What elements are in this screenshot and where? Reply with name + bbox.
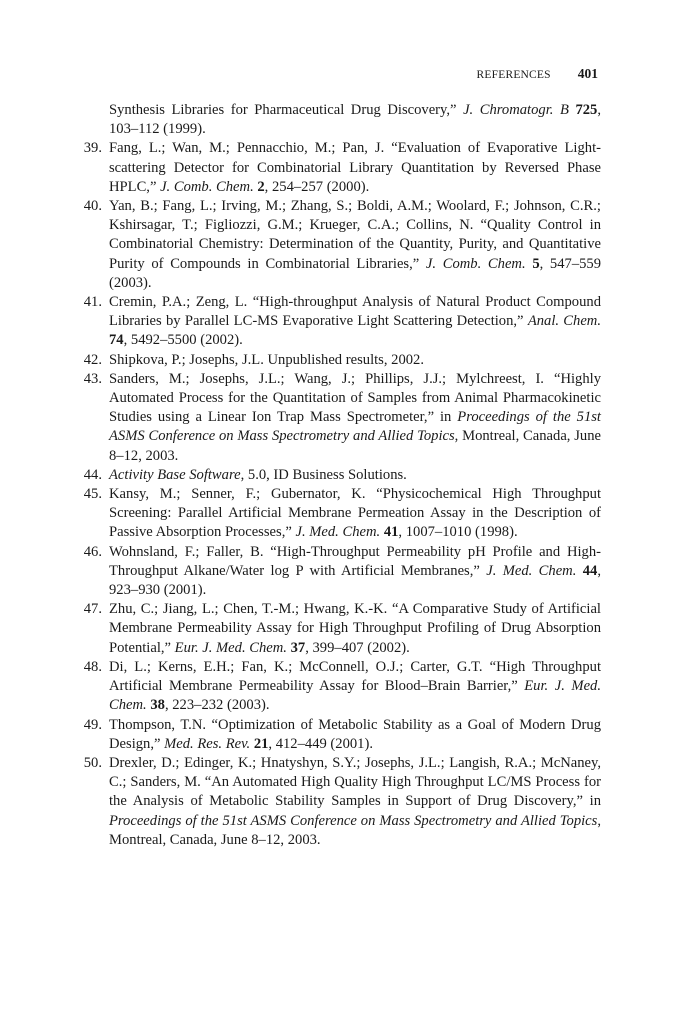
reference-item: [80, 351, 601, 370]
reference-list: [80, 101, 601, 850]
reference-number: 46.: [83, 543, 102, 560]
reference-item: [80, 754, 601, 850]
reference-volume: 74: [109, 332, 124, 349]
reference-volume: 44: [582, 562, 598, 579]
reference-text-segment: , 412–449 (2001).: [268, 735, 373, 752]
reference-text-segment: Sanders, M.; Josephs, J.L.; Wang, J.; Phillips, J.J.; Mylchreest, I. “Highly Automated Process for the Quantitation of Samples from Animal Pharmacokinetic Studies using a Linear Ion Trap Mass Spectrometer,” in: [109, 370, 601, 426]
reference-text: [109, 543, 601, 601]
reference-source-title: Eur. J. Med. Chem.: [174, 639, 287, 656]
reference-text: [109, 197, 601, 293]
reference-text-segment: , Montreal, Canada, June 8–12, 2003.: [109, 428, 601, 464]
reference-text-segment: Zhu, C.; Jiang, L.; Chen, T.-M.; Hwang, K.-K. “A Comparative Study of Artificial Membrane Permeability Assay for High Throughput Profiling of Drug Absorption Potential,”: [109, 601, 601, 656]
reference-volume: 725: [575, 102, 598, 118]
reference-text: [109, 600, 601, 658]
reference-text: [109, 351, 601, 370]
reference-text: [109, 716, 601, 754]
reference-volume: 38: [150, 697, 165, 714]
reference-item: [80, 658, 601, 716]
reference-text-segment: , Montreal, Canada, June 8–12, 2003.: [109, 812, 601, 848]
running-header: [477, 66, 598, 82]
reference-number: 40.: [83, 198, 102, 215]
page-number: 401: [577, 66, 598, 81]
reference-item: [80, 600, 601, 658]
reference-item: [80, 139, 601, 197]
reference-source-title: Med. Res. Rev.: [164, 735, 251, 752]
reference-volume: 21: [253, 735, 269, 752]
reference-text: [109, 139, 601, 197]
reference-number: 43.: [83, 370, 102, 387]
reference-text-segment: , 1007–1010 (1998).: [398, 524, 518, 541]
reference-number: 48.: [83, 658, 102, 675]
reference-text-segment: Yan, B.; Fang, L.; Irving, M.; Zhang, S.; Boldi, A.M.; Woolard, F.; Johnson, C.R.; Kshirsagar, T.; Figliozzi, G.M.; Krueger, C.A.; Collins, N. “Quality Control in Combinatorial Chemistry: Determination of the Quantity, Purity, and Quantitative Purity of Compounds in Combinatorial Libraries,”: [109, 198, 601, 272]
reference-text-segment: Synthesis Libraries for Pharmaceutical Drug Discovery,”: [109, 102, 464, 118]
running-header-section-title: REFERENCES: [476, 69, 551, 81]
reference-text-segment: , 223–232 (2003).: [164, 697, 270, 714]
reference-number: 42.: [83, 351, 102, 368]
reference-text-segment: , 547–559 (2003).: [109, 255, 602, 291]
reference-number: 49.: [83, 716, 102, 733]
reference-text-segment: , 103–112 (1999).: [109, 102, 601, 138]
reference-number: 44.: [83, 466, 102, 483]
reference-item: [80, 716, 601, 754]
reference-text-segment: , 923–930 (2001).: [109, 562, 601, 599]
reference-text-segment: Cremin, P.A.; Zeng, L. “High-throughput Analysis of Natural Product Compound Libraries by Parallel LC-MS Evaporative Light Scattering Detection,”: [109, 294, 601, 330]
reference-item: [80, 101, 601, 139]
reference-item: [80, 293, 601, 351]
reference-text: [109, 101, 601, 139]
reference-text-segment: Kansy, M.; Senner, F.; Gubernator, K. “Physicochemical High Throughput Screening: Parallel Artificial Membrane Permeation Assay in the Description of Passive Absorption Processes,”: [109, 486, 601, 541]
reference-item: [80, 543, 601, 601]
reference-text-segment: , 5.0, ID Business Solutions.: [240, 466, 407, 483]
reference-item: [80, 370, 601, 466]
reference-text-segment: , 399–407 (2002).: [305, 639, 410, 656]
reference-number: 47.: [83, 601, 102, 618]
reference-source-title: J. Med. Chem.: [486, 562, 577, 579]
reference-source-title: J. Comb. Chem.: [160, 178, 254, 195]
reference-volume: 37: [290, 639, 306, 656]
reference-source-title: Anal. Chem.: [527, 313, 601, 330]
reference-item: [80, 466, 601, 485]
reference-text-segment: Wohnsland, F.; Faller, B. “High-Throughput Permeability pH Profile and High-Throughput Alkane/Water log P with Artificial Membranes,”: [109, 543, 601, 579]
reference-source-title: Proceedings of the 51st ASMS Conference on Mass Spectrometry and Allied Topics: [109, 812, 598, 829]
reference-text-segment: Shipkova, P.; Josephs, J.L. Unpublished results, 2002.: [109, 351, 424, 368]
reference-number: 41.: [83, 294, 102, 311]
reference-text-segment: , 254–257 (2000).: [264, 178, 370, 195]
reference-item: [80, 197, 601, 293]
reference-number: 45.: [83, 486, 102, 503]
reference-text: [109, 370, 601, 466]
reference-text-segment: , 5492–5500 (2002).: [123, 332, 243, 349]
reference-text-segment: Fang, L.; Wan, M.; Pennacchio, M.; Pan, J. “Evaluation of Evaporative Light-scattering Detector for Combinatorial Library Quantitation by Reversed Phase HPLC,”: [109, 140, 601, 195]
reference-text: [109, 466, 601, 485]
reference-volume: 41: [383, 524, 399, 541]
reference-number: 50.: [83, 754, 102, 771]
reference-source-title: Proceedings of the 51st ASMS Conference on Mass Spectrometry and Allied Topics: [109, 409, 601, 445]
reference-text-segment: Thompson, T.N. “Optimization of Metabolic Stability as a Goal of Modern Drug Design,”: [109, 716, 601, 752]
reference-text: [109, 754, 601, 850]
reference-volume: 2: [257, 178, 265, 195]
reference-source-title: J. Comb. Chem.: [425, 255, 526, 272]
reference-text-segment: Di, L.; Kerns, E.H.; Fan, K.; McConnell, O.J.; Carter, G.T. “High Throughput Artificial Membrane Permeability Assay for Blood–Brain Barrier,”: [109, 658, 601, 695]
reference-source-title: Eur. J. Med. Chem.: [109, 678, 601, 714]
reference-text: [109, 293, 601, 351]
reference-source-title: J. Med. Chem.: [295, 524, 381, 541]
reference-text: [109, 485, 601, 543]
reference-item: [80, 485, 601, 543]
reference-text: [109, 658, 601, 716]
reference-text-segment: Drexler, D.; Edinger, K.; Hnatyshyn, S.Y.; Josephs, J.L.; Langish, R.A.; McNaney, C.; Sanders, M. “An Automated High Quality High Throughput LC/MS Process for the Analysis of Metabolic Stability Samples in Support of Drug Discovery,” in: [109, 754, 601, 810]
reference-source-title: J. Chromatogr. B: [463, 102, 569, 118]
reference-volume: 5: [532, 255, 540, 272]
reference-source-title: Activity Base Software: [109, 466, 241, 483]
reference-number: 39.: [83, 140, 102, 157]
